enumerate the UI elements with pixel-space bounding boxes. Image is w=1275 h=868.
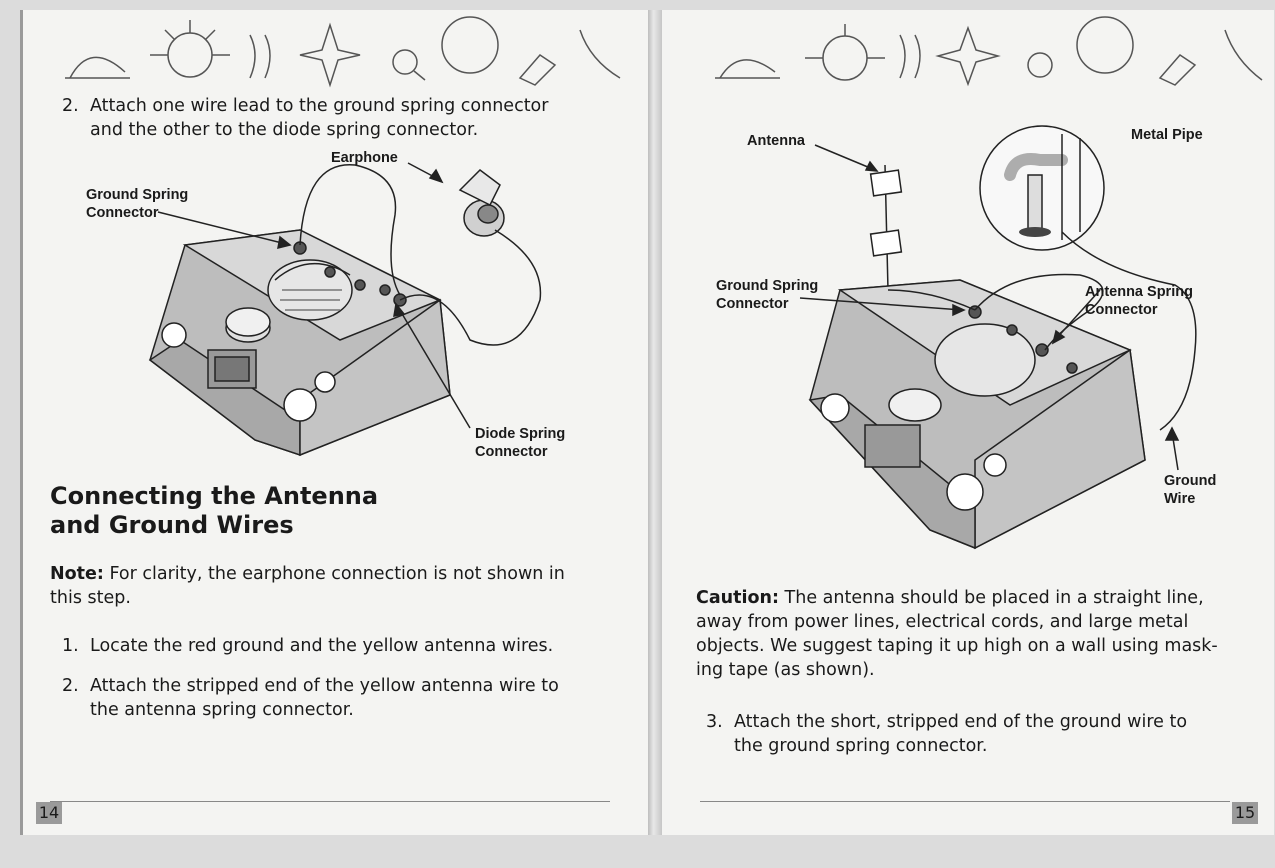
left-step2-number: 2. <box>62 96 79 116</box>
label-diode-spring-line1: Diode Spring <box>475 426 566 442</box>
left-step1-line1: Locate the red ground and the yellow antenna wires. <box>90 636 554 656</box>
caution-label: Caution: <box>696 588 779 608</box>
label-antenna-spring-line2: Connector <box>1085 302 1158 318</box>
label-earphone: Earphone <box>331 150 398 166</box>
antenna-spring-connector <box>1036 344 1048 356</box>
coil <box>935 324 1035 396</box>
label-antenna: Antenna <box>747 133 805 149</box>
label-ground-spring-line2: Connector <box>86 205 159 221</box>
right-footer-rule <box>700 801 1230 802</box>
caution-text-line1: The antenna should be placed in a straight line, <box>784 588 1204 608</box>
label-ground-spring-line2: Connector <box>716 296 789 312</box>
caution-line2: away from power lines, electrical cords, and large metal <box>696 612 1189 632</box>
left-page-number: 14 <box>36 802 62 824</box>
right-step3-line2: the ground spring connector. <box>734 736 988 756</box>
left-step2b-line2: the antenna spring connector. <box>90 700 354 720</box>
note-text-line1: For clarity, the earphone connection is not shown in <box>109 564 565 584</box>
caution-line4: ing tape (as shown). <box>696 660 875 680</box>
masking-tape-top <box>871 170 902 196</box>
right-step3-number: 3. <box>706 712 723 732</box>
label-ground-wire-line1: Ground <box>1164 473 1217 489</box>
tuning-dial <box>889 389 941 421</box>
note-label: Note: <box>50 564 104 584</box>
label-ground-spring-line1: Ground Spring <box>716 278 819 294</box>
note-line2: this step. <box>50 588 131 608</box>
caution-line1 <box>696 586 1204 610</box>
section-heading-line1: Connecting the Antenna <box>50 482 379 510</box>
left-step2b-line1: Attach the stripped end of the yellow antenna wire to <box>90 676 559 696</box>
metal-pipe <box>1028 175 1042 230</box>
label-metal-pipe: Metal Pipe <box>1131 127 1203 143</box>
caution-line3: objects. We suggest taping it up high on a wall using mask- <box>696 636 1218 656</box>
label-antenna-spring-line1: Antenna Spring <box>1085 284 1193 300</box>
left-step2b-number: 2. <box>62 676 79 696</box>
right-step3-line1: Attach the short, stripped end of the ground wire to <box>734 712 1188 732</box>
left-step2-line1: Attach one wire lead to the ground spring connector <box>90 96 549 116</box>
section-heading-line2: and Ground Wires <box>50 511 294 539</box>
label-ground-spring-line1: Ground Spring <box>86 187 189 203</box>
display-window <box>865 425 920 467</box>
left-step1-number: 1. <box>62 636 79 656</box>
antenna-callout-arrow <box>815 145 875 170</box>
left-step2-line2: and the other to the diode spring connector. <box>90 120 479 140</box>
right-page-number: 15 <box>1232 802 1258 824</box>
label-ground-wire-line2: Wire <box>1164 491 1196 507</box>
label-diode-spring-line2: Connector <box>475 444 548 460</box>
masking-tape-bottom <box>871 230 902 256</box>
